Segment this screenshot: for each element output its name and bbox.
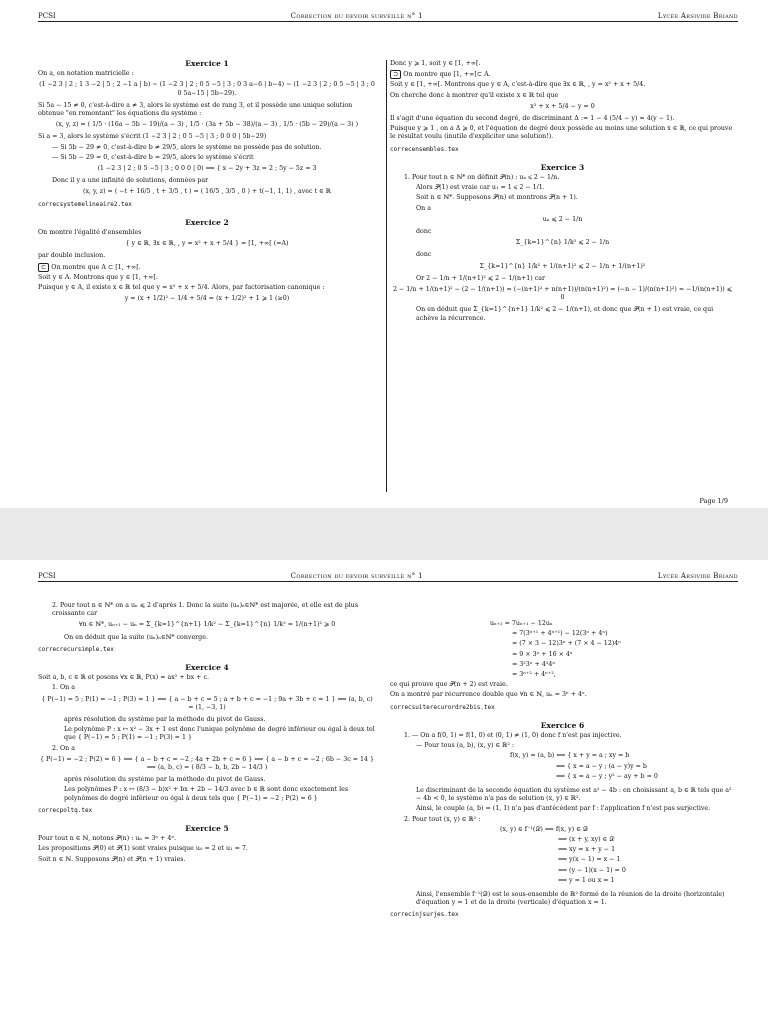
paragraph: après résolution du système par la méthode du pivot de Gauss. — [64, 776, 266, 784]
paragraph: Les propositions 𝒫(0) et 𝒫(1) sont vraies puisque u₀ = 2 et u₁ = 7. — [38, 845, 248, 853]
equation-line: ⟺ { x = a − y ; (a − y)y = b — [556, 762, 647, 770]
header-right: Lycée Arsivide Briand — [657, 12, 738, 20]
equation: 2 − 1/n + 1/(n+1)² − (2 − 1/(n+1)) = (−(n+1)² + n(n+1))/(n(n+1)²) = (−n − 1)/(n(n+1)²) = −1/(n(n+1)) ⩽ 0 — [392, 286, 733, 302]
paragraph: Pour tout n ∈ ℕ, notons 𝒫(n) : uₙ = 3ⁿ + 4ⁿ. — [38, 835, 177, 843]
paragraph: Soit n ∈ ℕ. Supposons 𝒫(n) et 𝒫(n + 1) vraies. — [38, 855, 186, 863]
header-left: PCSI — [38, 12, 56, 20]
equation-line: (x, y) ∈ f⁻¹(𝒟) ⟺ f(x, y) ∈ 𝒟 — [500, 825, 588, 833]
paragraph: On en déduit que la suite (uₙ)ₙ∈ℕ* converge. — [64, 633, 208, 641]
paragraph: Puisque y ⩾ 1 , on a Δ ⩾ 0, et l'équation de degré deux possède au moins une solution x ∈ ℝ, ce qui prouve le résultat voulu (inutile d'expliciter une solution!). — [390, 125, 733, 141]
equation: { y ∈ ℝ, ∃x ∈ ℝ, , y = x² + x + 5/4 } = [1, +∞[ (=A) — [125, 240, 289, 248]
paragraph: ce qui prouve que 𝒫(n + 2) est vraie. — [390, 681, 508, 689]
source-filename: correcsystemelineaire2.tex — [38, 200, 132, 208]
exercise-title: Exercice 5 — [185, 824, 229, 834]
paragraph: donc — [416, 228, 432, 236]
equation-line: = 3²3ⁿ + 4²4ⁿ — [512, 660, 556, 668]
paragraph: Ainsi, l'ensemble f⁻¹(𝒟) est le sous-ensemble de ℝ² formé de la réunion de la droite (horizontale) d'équation y = 1 et de la droite (verticale) d'équation x = 1. — [416, 891, 725, 907]
paragraph: Soit y ∈ A. Montrons que y ∈ [1, +∞[. — [38, 273, 158, 281]
equation: Σ_{k=1}^{n} 1/k² + 1/(n+1)² ⩽ 2 − 1/n + 1/(n+1)² — [479, 262, 646, 270]
equation-line: = 9 × 3ⁿ + 16 × 4ⁿ — [512, 650, 573, 658]
equation-line: = (7 × 3 − 12)3ⁿ + (7 × 4 − 12)4ⁿ — [512, 640, 622, 648]
inclusion-text: On montre que [1, +∞[⊂ A. — [403, 71, 491, 79]
list-item: 1. Pour tout n ∈ ℕ* on définit 𝒫(n) : uₙ ⩽ 2 − 1/n. — [404, 174, 560, 182]
equation: (x, y, z) = ( 1/5 · (16a − 5b − 19)/(a − 3) , 1/5 · (3a + 5b − 38)/(a − 3) , 1/5 · (5b − 29)/(a − 3) ) — [55, 121, 359, 129]
paragraph: On cherche donc à montrer qu'il existe x ∈ ℝ tel que — [390, 91, 559, 99]
list-item: 2. On a — [52, 744, 75, 752]
right-column — [390, 60, 735, 325]
left-column — [38, 60, 376, 307]
paragraph: Ainsi, le couple (a, b) = (1, 1) n'a pas d'antécédent par f : l'application f n'est pas surjective. — [416, 805, 711, 813]
header-center: Correction du devoir surveillé n° 1 — [290, 12, 423, 20]
equation: (x, y, z) = ( −t + 16/5 , t + 3/5 , t ) = ( 16/5 , 3/5 , 0 ) + t(−1, 1, 1) , avec t ∈ ℝ — [83, 188, 331, 196]
list-item: 2. Pour tout (x, y) ∈ ℝ² : — [404, 815, 481, 823]
list-item: — Si 5b − 29 ≠ 0, c'est-à-dire b ≠ 29/5, alors le système ne possède pas de solution. — [52, 143, 322, 151]
paragraph: Si 5a − 15 ≠ 0, c'est-à-dire a ≠ 3, alors le système est de rang 3, et il possède une unique solution obtenue "en remontant" les équations du système : — [38, 101, 353, 118]
equation-line: ⟺ { x = a − y ; y² − ay + b = 0 — [556, 772, 658, 780]
list-item: — Pour tous (a, b), (x, y) ∈ ℝ² : — [416, 742, 515, 750]
exercise-title: Exercice 6 — [540, 720, 585, 730]
paragraph: Les polynômes P : x ↦ (8/3 − b)x² + bx + 2b − 14/3 avec b ∈ ℝ sont donc exactement les polynômes de degré inférieur ou égal à deux tels que { P(−1) = −2 ; P(2) = 6 } — [64, 786, 349, 802]
inclusion-badge: ⊂ — [38, 263, 49, 272]
paragraph: Le polynôme P : x ↦ x² − 3x + 1 est donc l'unique polynôme de degré inférieur ou égal à deux tel que { P(−1) = 5 ; P(1) = −1 ; P(3) = 1 } — [64, 726, 375, 742]
paragraph: par double inclusion. — [38, 252, 106, 260]
equation-line: ⟺ (x + y, xy) ∈ 𝒟 — [558, 836, 615, 844]
header-center: Correction du devoir surveillé n° 1 — [290, 572, 423, 580]
header-right: Lycée Arsivide Briand — [657, 572, 738, 580]
equation: uₙ ⩽ 2 − 1/n — [542, 215, 583, 223]
right-column — [390, 620, 735, 930]
source-filename: correcrecursimple.tex — [38, 645, 114, 653]
equation-line: ⟺ (y − 1)(x − 1) = 0 — [558, 866, 626, 874]
header-rule — [38, 581, 738, 582]
exercise-title: Exercice 1 — [185, 59, 229, 68]
equation: y = (x + 1/2)² − 1/4 + 5/4 = (x + 1/2)² + 1 ⩾ 1 (≥0) — [124, 295, 290, 303]
paragraph: Donc y ⩾ 1, soit y ∈ [1, +∞[. — [390, 60, 481, 67]
paragraph: Le discriminant de la seconde équation du système est a² − 4b : en choisissant a, b ∈ ℝ tels que a² − 4b < 0, le système n'a pas de solution (x, y) ∈ ℝ². — [416, 787, 732, 803]
document-page-2 — [0, 560, 768, 1024]
equation-line: uₙ₊₂ = 7uₙ₊₁ − 12uₙ — [490, 620, 553, 627]
equation-line: ⟺ xy = x + y − 1 — [558, 846, 616, 854]
equation-line: ⟺ y = 1 ou x = 1 — [558, 876, 615, 884]
paragraph: après résolution du système par la méthode du pivot de Gauss. — [64, 716, 266, 724]
equation: ∀n ∈ ℕ*, uₙ₊₁ − uₙ = Σ_{k=1}^{n+1} 1/k² − Σ_{k=1}^{n} 1/k² = 1/(n+1)² ⩾ 0 — [78, 621, 336, 629]
document-page-1 — [0, 0, 768, 508]
header-left: PCSI — [38, 572, 56, 580]
list-item: 2. Pour tout n ∈ ℕ* on a uₙ ⩽ 2 d'après 1. Donc la suite (uₙ)ₙ∈ℕ* est majorée, et elle est de plus croissante car — [52, 602, 359, 618]
paragraph: On a, en notation matricielle : — [38, 70, 134, 78]
exercise-title: Exercice 3 — [540, 162, 585, 172]
source-filename: correcensembles.tex — [390, 145, 459, 153]
equation-line: = 3ⁿ⁺² + 4ⁿ⁺², — [512, 671, 556, 679]
inclusion-text: On montre que A ⊂ [1, +∞[. — [51, 263, 141, 271]
paragraph: On a montré par récurrence double que ∀n ∈ ℕ, uₙ = 3ⁿ + 4ⁿ. — [390, 691, 587, 699]
left-column — [38, 602, 376, 866]
paragraph: Or 2 − 1/n + 1/(n+1)² ⩽ 2 − 1/(n+1) car — [416, 274, 546, 282]
equation: { P(−1) = 5 ; P(1) = −1 ; P(3) = 1 } ⟺ { a − b + c = 5 ; a + b + c = −1 ; 9a + 3b + c = 1 } ⟺ (a, b, c) = (1, −3, 1) — [41, 695, 373, 711]
equation: (1 −2 3 | 2 ; 0 5 −5 | 3 ; 0 0 0 | 0) ⟺ { x − 2y + 3z = 2 ; 5y − 5z = 3 — [97, 165, 317, 173]
paragraph — [38, 263, 376, 272]
header-rule — [38, 21, 738, 22]
paragraph: Soit n ∈ ℕ*. Supposons 𝒫(n) et montrons 𝒫(n + 1). — [416, 194, 578, 202]
list-item: — Si 5b − 29 = 0, c'est-à-dire b = 29/5, alors le système s'écrit — [52, 153, 254, 161]
paragraph: Puisque y ∈ A, il existe x ∈ ℝ tel que y = x² + x + 5/4. Alors, par factorisation canonique : — [38, 284, 325, 292]
source-filename: correcpoltq.tex — [38, 806, 93, 814]
equation-line: = 7(3ⁿ⁺¹ + 4ⁿ⁺¹) − 12(3ⁿ + 4ⁿ) — [512, 630, 608, 638]
equation: { P(−1) = −2 ; P(2) = 6 } ⟺ { a − b + c = −2 ; 4a + 2b + c = 6 } ⟺ { a − b + c = −2 ; 6b − 3c = 14 } ⟺ (a, b, c) = ( 8/3 − b, b, 2b − 14/3 ) — [39, 755, 375, 772]
paragraph: On montre l'égalité d'ensembles — [38, 229, 142, 237]
paragraph: Il s'agit d'une équation du second degré, de discriminant Δ := 1 − 4 (5/4 − y) = 4(y − 1). — [390, 115, 675, 123]
equation: Σ_{k=1}^{n} 1/k² ⩽ 2 − 1/n — [515, 239, 610, 247]
paragraph: Soit a, b, c ∈ ℝ et posons ∀x ∈ ℝ, P(x) = ax² + bx + c. — [38, 674, 209, 682]
list-item: 1. On a — [52, 684, 75, 692]
equation-line: f(x, y) = (a, b) ⟺ { x + y = a ; xy = b — [510, 752, 630, 760]
paragraph: On a — [416, 204, 431, 212]
page-header — [38, 8, 738, 20]
paragraph: Alors 𝒫(1) est vraie car u₁ = 1 ⩽ 2 − 1/1. — [416, 184, 545, 192]
source-filename: correcsuiterecurordre2bis.tex — [390, 703, 495, 711]
paragraph: Si a = 3, alors le système s'écrit (1 −2 3 | 2 ; 0 5 −5 | 3 ; 0 0 0 | 5b−29) — [38, 133, 267, 141]
source-filename: correcinjsurjes.tex — [390, 911, 459, 919]
list-item: 1. — On a f(0, 1) = f(1, 0) et (0, 1) ≠ (1, 0) donc f n'est pas injective. — [404, 732, 622, 740]
page-number: Page 1/9 — [699, 497, 728, 505]
paragraph: donc — [416, 251, 432, 259]
paragraph: Soit y ∈ [1, +∞[. Montrons que y ∈ A, c'est-à-dire que ∃x ∈ ℝ, , y = x² + x + 5/4. — [390, 81, 646, 89]
exercise-title: Exercice 4 — [185, 663, 229, 673]
equation-line: ⟺ y(x − 1) = x − 1 — [558, 856, 621, 864]
inclusion-badge: ⊃ — [390, 70, 401, 79]
paragraph: Donc il y a une infinité de solutions, données par — [52, 177, 209, 185]
exercise-title: Exercice 2 — [185, 217, 229, 227]
paragraph — [390, 70, 735, 79]
paragraph: On en déduit que Σ_{k=1}^{n+1} 1/k² ⩽ 2 − 1/(n+1), et donc que 𝒫(n + 1) est vraie, ce qui achève la récurrence. — [416, 306, 714, 322]
page-header — [38, 568, 738, 580]
column-separator — [386, 60, 387, 492]
equation: (1 −2 3 | 2 ; 1 3 −2 | 5 ; 2 −1 a | b) ∼ (1 −2 3 | 2 ; 0 5 −5 | 3 ; 0 3 a−6 | b−4) ∼ (1 −2 3 | 2 ; 0 5 −5 | 3 ; 0 0 5a−15 | 5b−29). — [39, 81, 375, 97]
equation: x² + x + 5/4 − y = 0 — [530, 102, 595, 110]
